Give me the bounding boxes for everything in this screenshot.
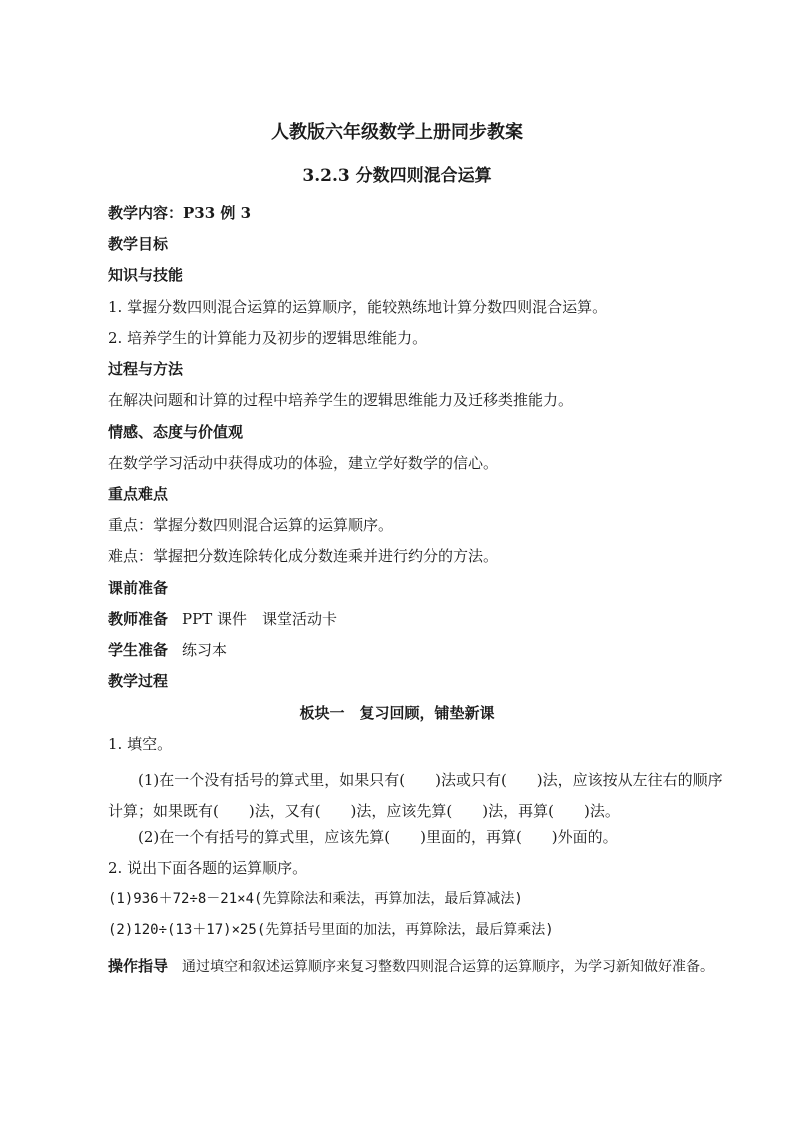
goal-2: 2. 培养学生的计算能力及初步的逻辑思维能力。 (108, 329, 428, 347)
content-line: 教学内容：P33 例 3 (108, 204, 252, 222)
question-1-part-2: (2)在一个有括号的算式里，应该先算( )里面的，再算( )外面的。 (138, 828, 618, 846)
operation-guide-label: 操作指导 (108, 957, 169, 975)
block-one-heading: 板块一 复习回顾，铺垫新课 (299, 704, 495, 722)
teacher-prep-label: 教师准备 (108, 610, 169, 628)
question-2-part-2: (2)120÷(13＋17)×25(先算括号里面的加法，再算除法，最后算乘法) (108, 922, 554, 938)
process-text: 在解决问题和计算的过程中培养学生的逻辑思维能力及迁移类推能力。 (108, 391, 574, 409)
question-1: 1. 填空。 (108, 735, 173, 753)
difficult-point-text: 难点：掌握把分数连除转化成分数连乘并进行约分的方法。 (108, 547, 499, 565)
question-1-part-1: (1)在一个没有括号的算式里，如果只有( )法或只有( )法，应该按从左往右的顺序计算；如果既有( )法，又有( )法，应该先算( )法，再算( )法。 (108, 771, 723, 820)
question-2-part-1: (1)936＋72÷8－21×4(先算除法和乘法，再算加法，最后算减法) (108, 891, 523, 907)
operation-guide (108, 951, 723, 983)
key-point-text: 重点：掌握分数四则混合运算的运算顺序。 (108, 516, 394, 534)
student-prep-label: 学生准备 (108, 641, 169, 659)
heading-preparation: 课前准备 (108, 579, 169, 597)
teacher-prep (108, 609, 337, 629)
document-title: 人教版六年级数学上册同步教案 (271, 122, 523, 143)
heading-teaching-process: 教学过程 (108, 672, 169, 690)
heading-key-points: 重点难点 (108, 485, 169, 503)
teacher-prep-items: PPT 课件 课堂活动卡 (182, 610, 337, 628)
heading-knowledge-skills: 知识与技能 (108, 266, 184, 284)
heading-teaching-goals: 教学目标 (108, 235, 169, 253)
emotion-text: 在数学学习活动中获得成功的体验，建立学好数学的信心。 (108, 454, 499, 472)
document-subtitle: 3.2.3 分数四则混合运算 (302, 166, 492, 186)
student-prep (108, 640, 227, 660)
question-2: 2. 说出下面各题的运算顺序。 (108, 859, 308, 877)
operation-guide-text: 通过填空和叙述运算顺序来复习整数四则混合运算的运算顺序，为学习新知做好准备。 (182, 959, 715, 975)
heading-process-method: 过程与方法 (108, 360, 184, 378)
heading-emotion: 情感、态度与价值观 (108, 423, 244, 441)
student-prep-items: 练习本 (182, 641, 228, 659)
goal-1: 1. 掌握分数四则混合运算的运算顺序，能较熟练地计算分数四则混合运算。 (108, 298, 608, 316)
